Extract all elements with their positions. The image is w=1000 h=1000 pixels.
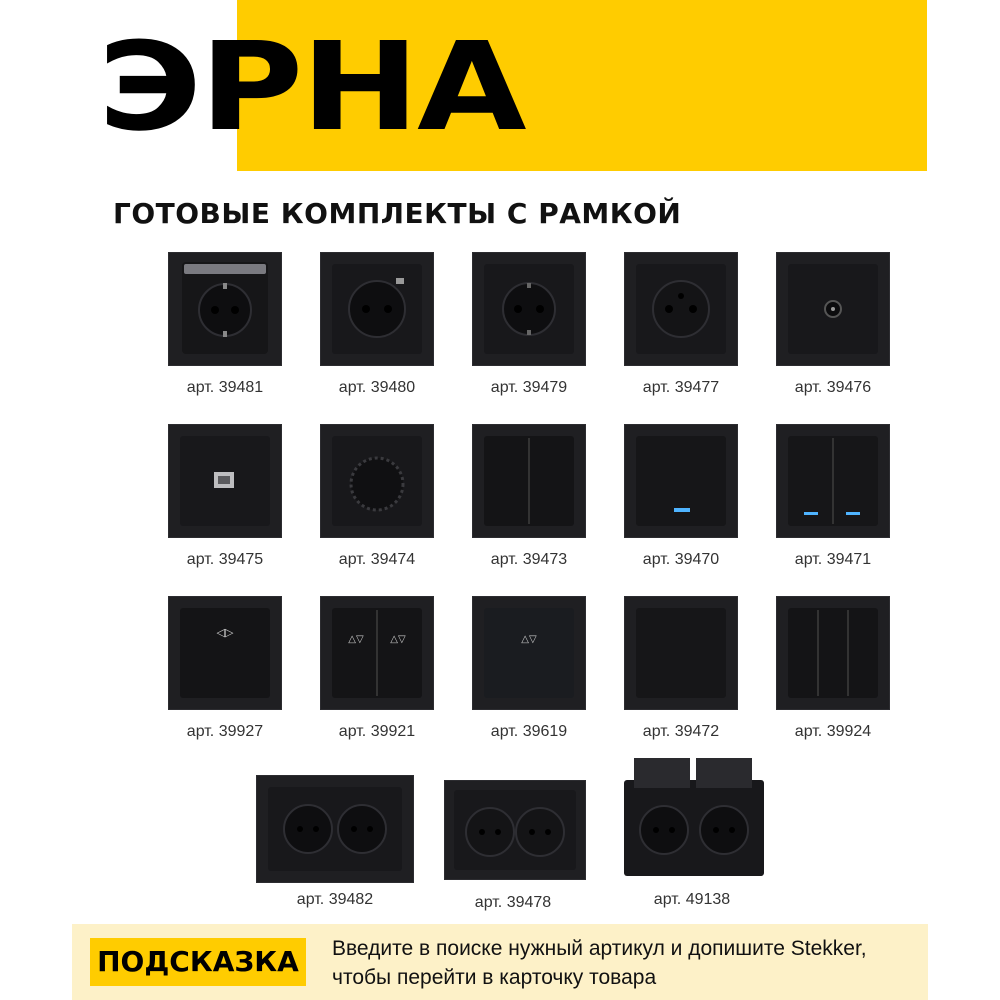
product-image-39478[interactable] (444, 780, 586, 880)
product-caption: арт. 39482 (296, 891, 374, 908)
network-socket-icon (168, 424, 282, 538)
brand-logo: ЭРНА (98, 16, 525, 158)
product-caption: арт. 39481 (186, 379, 264, 396)
cross-switch-icon (472, 596, 586, 710)
svg-text:◁▷: ◁▷ (216, 626, 234, 639)
product-image-39921[interactable] (320, 596, 434, 710)
product-image-39470[interactable] (624, 424, 738, 538)
double-pass-through-switch-icon (320, 596, 434, 710)
product-caption: арт. 39476 (794, 379, 872, 396)
product-image-39473[interactable] (472, 424, 586, 538)
double-switch-icon (472, 424, 586, 538)
hint-text-line: чтобы перейти в карточку товара (332, 966, 657, 989)
product-caption: арт. 39924 (794, 723, 872, 740)
product-caption: арт. 39473 (490, 551, 568, 568)
hint-text (332, 934, 922, 992)
product-image-39479[interactable] (472, 252, 586, 366)
triple-switch-icon (776, 596, 890, 710)
product-image-39619[interactable] (472, 596, 586, 710)
product-caption: арт. 39921 (338, 723, 416, 740)
product-caption: арт. 39471 (794, 551, 872, 568)
product-image-39474[interactable] (320, 424, 434, 538)
double-socket-no-ground-icon (444, 780, 586, 880)
product-image-39924[interactable] (776, 596, 890, 710)
product-caption: арт. 39619 (490, 723, 568, 740)
product-image-39471[interactable] (776, 424, 890, 538)
product-image-39475[interactable] (168, 424, 282, 538)
socket-with-cover-icon (168, 252, 282, 366)
product-caption: арт. 39472 (642, 723, 720, 740)
product-image-39477[interactable] (624, 252, 738, 366)
product-image-39480[interactable] (320, 252, 434, 366)
double-socket-with-covers-icon (620, 756, 768, 880)
pass-through-switch-icon (168, 596, 282, 710)
product-caption: арт. 39474 (338, 551, 416, 568)
double-socket-icon (256, 775, 414, 883)
product-caption: арт. 39470 (642, 551, 720, 568)
tv-socket-icon (776, 252, 890, 366)
product-image-39927[interactable] (168, 596, 282, 710)
product-caption: арт. 39927 (186, 723, 264, 740)
svg-text:△▽: △▽ (521, 634, 537, 645)
switch-icon (624, 596, 738, 710)
product-image-39481[interactable] (168, 252, 282, 366)
double-switch-with-indicator-icon (776, 424, 890, 538)
product-caption: арт. 39478 (474, 894, 552, 911)
switch-with-indicator-icon (624, 424, 738, 538)
product-image-39472[interactable] (624, 596, 738, 710)
product-caption: арт. 49138 (653, 891, 731, 908)
socket-icon (320, 252, 434, 366)
product-caption: арт. 39477 (642, 379, 720, 396)
product-caption: арт. 39479 (490, 379, 568, 396)
product-image-39476[interactable] (776, 252, 890, 366)
product-image-49138[interactable] (620, 756, 768, 880)
svg-text:△▽: △▽ (348, 634, 364, 645)
product-image-39482[interactable] (256, 775, 414, 883)
socket-icon (472, 252, 586, 366)
socket-no-ground-icon (624, 252, 738, 366)
dimmer-icon (320, 424, 434, 538)
product-caption: арт. 39480 (338, 379, 416, 396)
svg-text:△▽: △▽ (390, 634, 406, 645)
hint-label: ПОДСКАЗКА (90, 938, 306, 986)
hint-text-line: Введите в поиске нужный артикул и допишите Stekker, (332, 937, 867, 960)
product-caption: арт. 39475 (186, 551, 264, 568)
page-title: ГОТОВЫЕ КОМПЛЕКТЫ С РАМКОЙ (113, 197, 682, 230)
